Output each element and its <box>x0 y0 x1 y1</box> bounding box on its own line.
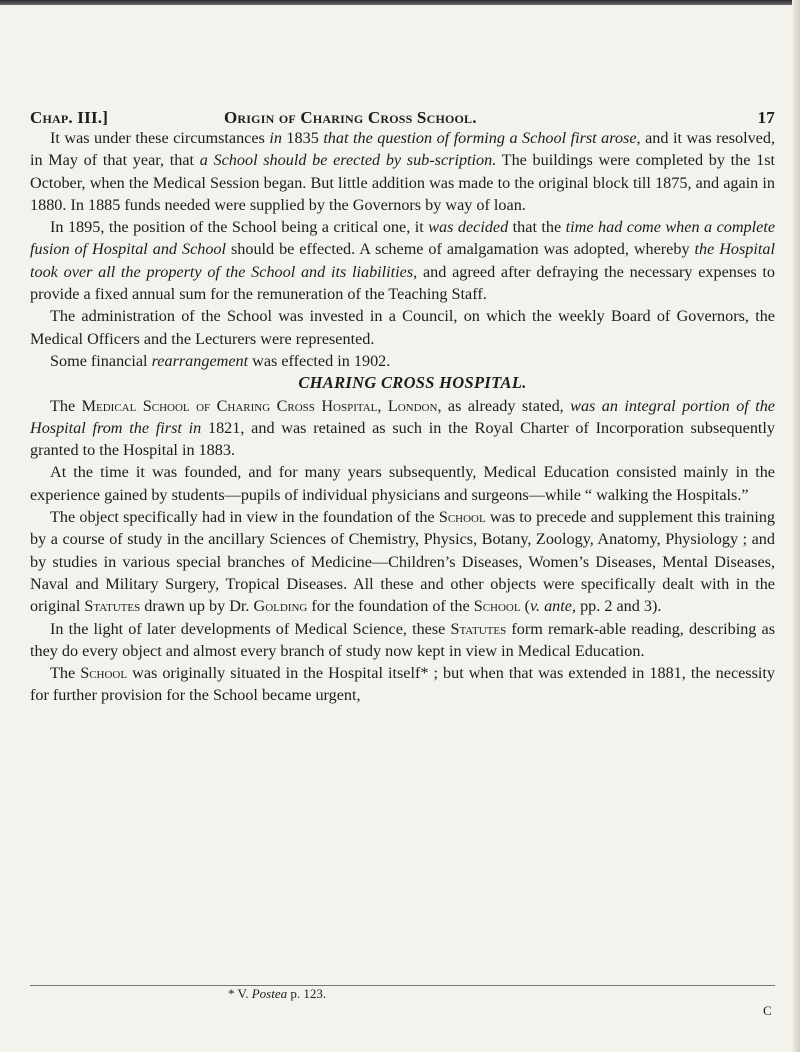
scan-right-edge <box>792 0 800 1052</box>
text-run: drawn up by Dr. <box>140 597 254 616</box>
body-paragraph <box>30 662 775 707</box>
text-run: 1821, and was retained as such in the Royal Charter of Incorporation subsequently granted to the Hospital in 1883. <box>30 418 776 460</box>
body-paragraph <box>30 305 775 350</box>
small-caps-run: Medical School of Charing Cross Hospital, London, <box>81 396 442 415</box>
italic-run: time had come when a complete fusion of Hospital and School <box>30 218 776 259</box>
body-paragraph <box>30 395 775 462</box>
text-run: that the <box>508 218 566 237</box>
small-caps-run: School <box>438 508 486 527</box>
text-run: In the light of later developments of Medical Science, these <box>50 619 451 638</box>
italic-run: in <box>269 129 282 147</box>
text-run: 1835 <box>281 129 324 147</box>
text-run: was to precede and supplement this training by a course of study in the ancillary Sciences of Chemistry, Physics, Botany, Zoology, Anatomy, Physiology ; and by studies in various special branches of Medicine—Children’s Diseases, Women’s Diseases, Mental Diseases, Naval and Military Surgery, Tropical Diseases. All these and other objects were specifically dealt with in the original <box>30 508 776 616</box>
text-run: was originally situated in the Hospital itself* ; but when that was extended in 1881, the necessity for further provision for the School became urgent, <box>30 664 775 705</box>
body-paragraph <box>30 127 775 216</box>
italic-run: that the question of forming a School first arose, <box>323 129 641 147</box>
text-run: and agreed after defraying the necessary expenses to provide a fixed annual sum for the remuneration of the Teaching Staff. <box>30 262 776 304</box>
text-run: The <box>50 664 81 683</box>
text-run: At the time it was founded, and for many years subsequently, Medical Education consisted mainly in the experience gained by students—pupils of individual physicians and surgeons—while “ walking the Hospitals.” <box>30 463 775 504</box>
body-paragraph <box>30 216 775 305</box>
body-paragraph <box>30 350 775 372</box>
text-run: ( <box>520 597 531 616</box>
italic-run: rearrangement <box>151 351 249 370</box>
text-run: pp. 2 and 3). <box>576 597 662 616</box>
italic-run: was an integral portion of the Hospital from the first in <box>30 396 775 437</box>
signature-mark: C <box>763 1003 772 1018</box>
scan-top-edge <box>0 0 800 5</box>
small-caps-run: School <box>80 664 128 683</box>
small-caps-run: Statutes <box>84 597 141 616</box>
text-run: should be effected. A scheme of amalgamation was adopted, whereby <box>226 240 695 259</box>
italic-run: a School should be erected by sub-scription. <box>199 151 497 170</box>
small-caps-run: Golding <box>253 597 308 616</box>
text-run: The buildings were completed by the 1st October, when the Medical Session began. But little addition was made to the original block till 1875, and again in 1880. In 1885 funds needed were supplied by the Governors by way of loan. <box>30 151 776 214</box>
text-run: for the foundation of the <box>307 597 474 616</box>
text-run: The object specifically had in view in the foundation of the <box>50 508 439 527</box>
header-title: Origin of Charing Cross School. <box>224 108 477 127</box>
body-section-hospital <box>30 395 775 707</box>
small-caps-run: Statutes <box>450 619 507 638</box>
text-run: Some financial <box>50 351 152 370</box>
page-body <box>30 127 775 707</box>
text-run: as already stated, <box>441 396 571 415</box>
header-page-number: 17 <box>757 108 775 127</box>
text-run: form remark-able reading, describing as they do every object and almost every branch of study now kept in view in Medical Education. <box>30 619 776 660</box>
italic-run: the Hospital took over all the property of the School and its liabilities, <box>30 240 775 281</box>
body-paragraph <box>30 506 775 617</box>
footnote-prefix: * V. <box>228 986 252 1001</box>
body-paragraph <box>30 618 775 663</box>
text-run: In 1895, the position of the School being a critical one, it <box>50 218 429 237</box>
text-run: and it was resolved, in May of that year, that <box>30 129 775 170</box>
footnote-italic: Postea <box>251 986 288 1001</box>
body-paragraph <box>30 461 775 506</box>
footnote-rule <box>30 985 775 986</box>
footnote-suffix: p. 123. <box>287 986 327 1001</box>
text-run: The administration of the School was invested in a Council, on which the weekly Board of Governors, the Medical Officers and the Lecturers were represented. <box>30 307 775 348</box>
footnote <box>228 986 326 1002</box>
italic-run: was decided <box>428 218 509 237</box>
section-title: CHARING CROSS HOSPITAL. <box>298 373 527 393</box>
header-chapter: Chap. III.] <box>30 108 109 127</box>
body-section-school-origin <box>30 127 775 372</box>
italic-run: v. ante, <box>530 597 577 616</box>
text-run: It was under these circumstances <box>50 129 270 147</box>
small-caps-run: School <box>473 597 521 616</box>
text-run: The <box>50 396 82 415</box>
text-run: was effected in 1902. <box>248 351 391 370</box>
